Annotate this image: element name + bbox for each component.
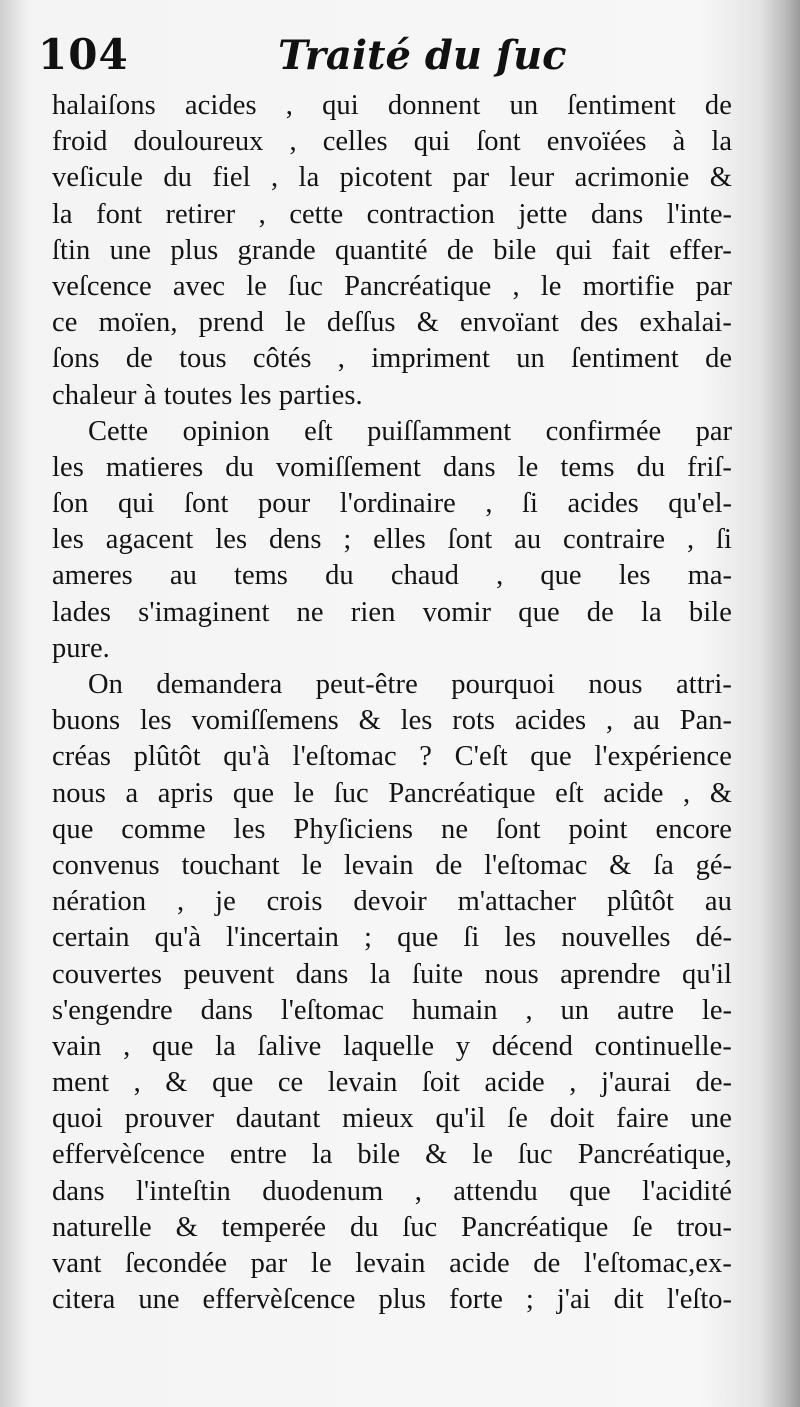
text-line: vant ſecondée par le levain acide de l'eſtomac,ex- [52, 1248, 732, 1279]
text-line: couvertes peuvent dans la ſuite nous aprendre qu'il [52, 958, 732, 990]
text-line: citera une effervèſcence plus forte ; j'ai dit l'eſto- [52, 1284, 732, 1316]
text-line: effervèſcence entre la bile & le ſuc Pancréatique, [52, 1139, 732, 1171]
text-line: s'engendre dans l'eſtomac humain , un autre le- [52, 994, 732, 1026]
text-line: certain qu'à l'incertain ; que ſi les nouvelles dé- [52, 922, 732, 954]
text-line: lades s'imaginent ne rien vomir que de la bile [52, 596, 732, 628]
text-line: chaleur à toutes les parties. [52, 379, 363, 411]
page-header [38, 30, 738, 85]
text-line: ſons de tous côtés , impriment un ſentiment de [52, 343, 732, 375]
text-line: la font retirer , cette contraction jette dans l'inte- [52, 198, 732, 230]
page-gutter-shadow [760, 0, 800, 1407]
page-number: 104 [38, 30, 129, 79]
text-line: vain , que la ſalive laquelle y décend continuelle- [52, 1030, 732, 1062]
text-line: convenus touchant le levain de l'eſtomac & ſa gé- [52, 849, 732, 881]
text-line: les agacent les dens ; elles ſont au contraire , ſi [52, 524, 732, 556]
text-line: Cette opinion eſt puiſſamment confirmée par [88, 415, 732, 447]
text-line: créas plûtôt qu'à l'eſtomac ? C'eſt que l'expérience [52, 741, 732, 773]
text-line: que comme les Phyſiciens ne ſont point encore [52, 813, 732, 845]
text-line: nous a apris que le ſuc Pancréatique eſt acide , & [52, 777, 732, 809]
text-line: ce moïen, prend le deſſus & envoïant des exhalai- [52, 307, 732, 339]
text-line: quoi prouver dautant mieux qu'il ſe doit faire une [52, 1103, 732, 1135]
running-title: Traité du ſuc [278, 32, 567, 79]
text-line: veſcence avec le ſuc Pancréatique , le mortifie par [52, 270, 732, 302]
text-line: dans l'inteſtin duodenum , attendu que l'acidité [52, 1175, 732, 1207]
text-line: nération , je crois devoir m'attacher plûtôt au [52, 886, 732, 918]
text-line: buons les vomiſſemens & les rots acides , au Pan- [52, 705, 732, 737]
text-line: froid douloureux , celles qui ſont envoïées à la [52, 126, 732, 158]
text-line: naturelle & temperée du ſuc Pancréatique ſe trou- [52, 1211, 732, 1243]
text-line: halaiſons acides , qui donnent un ſentiment de [52, 90, 732, 121]
text-line: ſon qui ſont pour l'ordinaire , ſi acides qu'el- [52, 488, 732, 520]
text-line: ment , & que ce levain ſoit acide , j'aurai de- [52, 1067, 732, 1099]
body-text [52, 88, 732, 1318]
text-line: ſtin une plus grande quantité de bile qui fait effer- [52, 234, 732, 266]
text-line: ameres au tems du chaud , que les ma- [52, 560, 732, 592]
text-line: les matieres du vomiſſement dans le tems du friſ- [52, 451, 732, 483]
text-line: pure. [52, 632, 110, 664]
text-line: veſicule du fiel , la picotent par leur acrimonie & [52, 162, 732, 194]
text-line: On demandera peut-être pourquoi nous attri- [88, 669, 732, 700]
